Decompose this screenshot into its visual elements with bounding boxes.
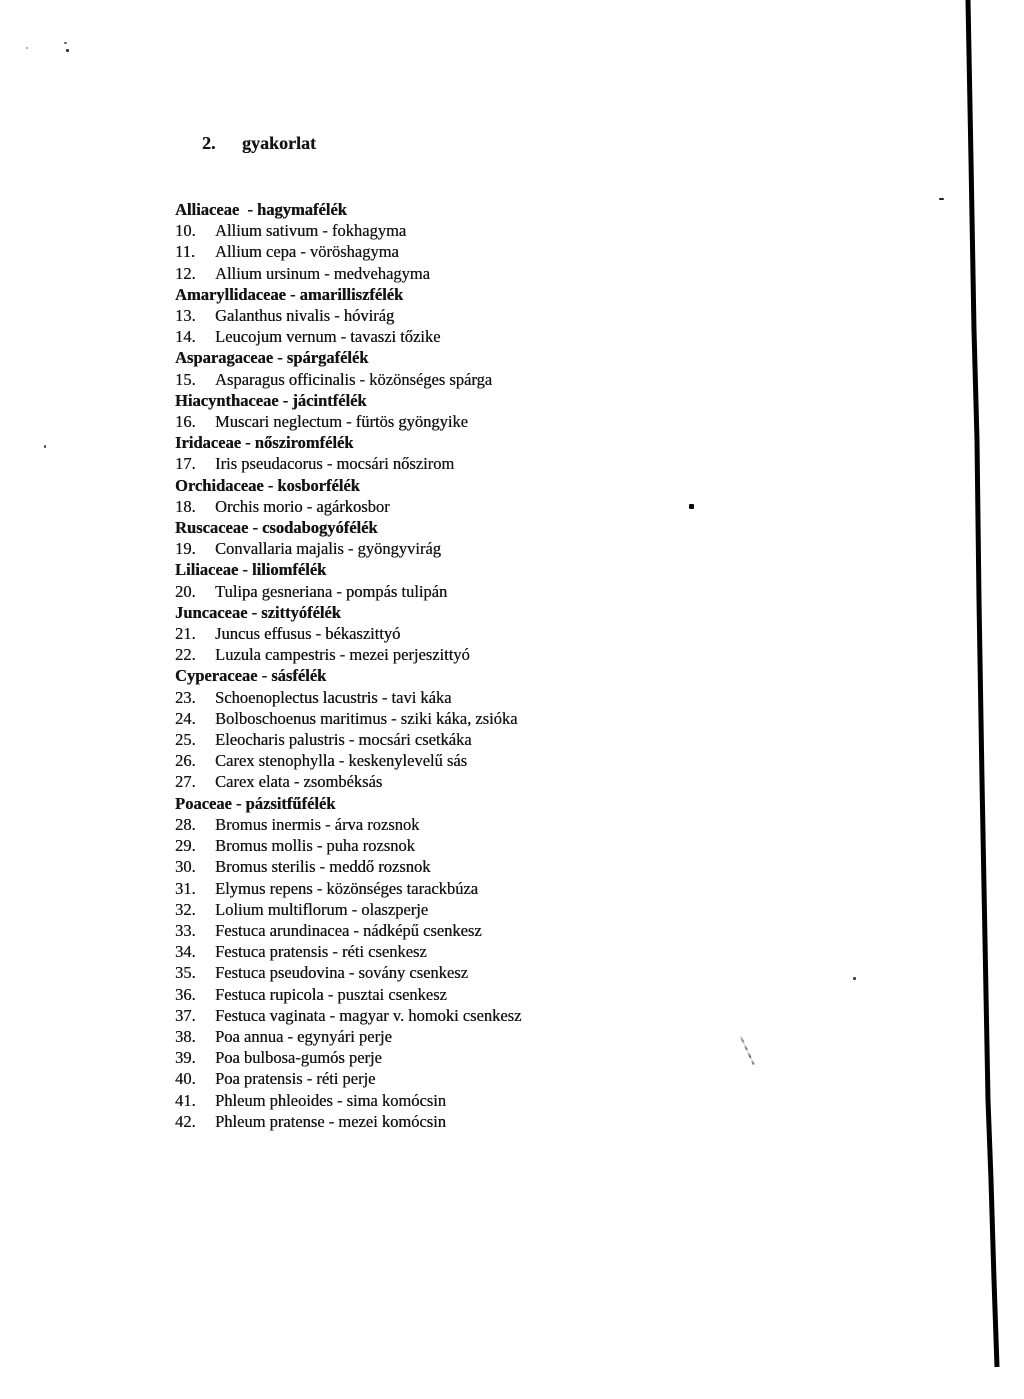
item-text: Carex stenophylla - keskenylevelű sás — [215, 751, 468, 771]
scan-speck — [853, 977, 856, 980]
scan-speck — [44, 445, 46, 448]
item-text: Bromus sterilis - meddő rozsnok — [215, 857, 431, 877]
list-item — [175, 984, 815, 1005]
list-item — [175, 687, 815, 708]
scan-speck — [64, 42, 67, 44]
item-number: 11. — [175, 242, 196, 262]
list-item — [175, 1090, 815, 1111]
item-text: Lolium multiflorum - olaszperje — [215, 899, 429, 919]
item-number: 34. — [175, 942, 196, 962]
item-number: 22. — [175, 645, 196, 665]
family-header: Ruscaceae - csodabogyófélék — [175, 518, 378, 538]
item-text: Tulipa gesneriana - pompás tulipán — [215, 581, 448, 601]
family-header: Orchidaceae - kosborfélék — [175, 475, 360, 495]
list-item — [175, 1068, 815, 1089]
item-number: 15. — [175, 369, 196, 389]
item-text: Festuca pseudovina - sovány csenkesz — [215, 963, 468, 983]
list-item — [175, 369, 815, 390]
item-text: Luzula campestris - mezei perjeszittyó — [215, 645, 470, 665]
item-text: Allium sativum - fokhagyma — [215, 221, 407, 241]
family-header: Juncaceae - szittyófélék — [175, 602, 341, 622]
item-text: Festuca rupicola - pusztai csenkesz — [215, 984, 447, 1004]
family-header: Hiacynthaceae - jácintfélék — [175, 390, 367, 410]
item-number: 32. — [175, 899, 196, 919]
scan-speck — [26, 47, 28, 49]
item-number: 10. — [175, 221, 196, 241]
list-item — [175, 878, 815, 899]
list-item — [175, 729, 815, 750]
item-number: 13. — [175, 306, 196, 326]
list-item — [175, 708, 815, 729]
item-number: 19. — [175, 539, 196, 559]
list-item — [175, 941, 815, 962]
family-header: Liliaceae - liliomfélék — [175, 560, 327, 580]
family-header: Alliaceae - hagymafélék — [175, 200, 347, 219]
item-number: 25. — [175, 730, 196, 750]
list-item — [175, 305, 815, 326]
item-text: Carex elata - zsombéksás — [215, 772, 383, 792]
item-number: 40. — [175, 1069, 196, 1089]
item-text: Juncus effusus - békaszittyó — [215, 624, 401, 644]
document-content — [175, 110, 815, 1132]
list-item — [175, 750, 815, 771]
item-text: Orchis morio - agárkosbor — [215, 496, 390, 516]
scan-speck — [689, 504, 694, 509]
item-text: Bromus mollis - puha rozsnok — [215, 836, 415, 856]
item-text: Allium ursinum - medvehagyma — [215, 263, 430, 283]
list-item — [175, 899, 815, 920]
list-item — [175, 644, 815, 665]
item-text: Festuca arundinacea - nádképű csenkesz — [215, 920, 482, 940]
list-item — [175, 581, 815, 602]
item-text: Eleocharis palustris - mocsári csetkáka — [215, 730, 472, 750]
item-text: Schoenoplectus lacustris - tavi káka — [215, 687, 452, 707]
species-list — [175, 199, 815, 1132]
item-number: 17. — [175, 454, 196, 474]
item-text: Galanthus nivalis - hóvirág — [215, 306, 395, 326]
item-number: 29. — [175, 836, 196, 856]
item-text: Iris pseudacorus - mocsári nőszirom — [215, 454, 455, 474]
item-number: 41. — [175, 1090, 196, 1110]
item-number: 21. — [175, 624, 196, 644]
item-number: 18. — [175, 496, 196, 516]
item-text: Leucojum vernum - tavaszi tőzike — [215, 327, 441, 347]
list-item — [175, 453, 815, 474]
item-number: 39. — [175, 1048, 196, 1068]
list-item — [175, 496, 815, 517]
item-text: Phleum pratense - mezei komócsin — [215, 1111, 446, 1131]
list-item — [175, 962, 815, 983]
list-item — [175, 623, 815, 644]
title-number: 2. — [202, 133, 216, 153]
item-number: 30. — [175, 857, 196, 877]
item-number: 38. — [175, 1026, 196, 1046]
item-text: Allium cepa - vöröshagyma — [215, 242, 399, 262]
family-header: Amaryllidaceae - amarilliszfélék — [175, 284, 404, 304]
list-item — [175, 1111, 815, 1132]
item-text: Elymus repens - közönséges tarackbúza — [215, 878, 478, 898]
item-text: Bolboschoenus maritimus - sziki káka, zsióka — [215, 708, 518, 728]
scan-speck — [66, 49, 69, 52]
item-text: Phleum phleoides - sima komócsin — [215, 1090, 446, 1110]
item-text: Festuca vaginata - magyar v. homoki csenkesz — [215, 1005, 522, 1025]
list-item — [175, 1005, 815, 1026]
list-item — [175, 411, 815, 432]
item-number: 35. — [175, 963, 196, 983]
item-number: 36. — [175, 984, 196, 1004]
item-number: 23. — [175, 687, 196, 707]
item-text: Poa bulbosa-gumós perje — [215, 1048, 382, 1068]
page-title — [175, 110, 815, 176]
item-number: 14. — [175, 327, 196, 347]
item-number: 28. — [175, 814, 196, 834]
item-text: Poa pratensis - réti perje — [215, 1069, 376, 1089]
list-item — [175, 771, 815, 792]
item-number: 26. — [175, 751, 196, 771]
list-item — [175, 220, 815, 241]
item-number: 31. — [175, 878, 196, 898]
item-number: 33. — [175, 920, 196, 940]
list-item — [175, 1047, 815, 1068]
list-item — [175, 1026, 815, 1047]
family-header: Iridaceae - nősziromfélék — [175, 433, 354, 453]
item-number: 16. — [175, 412, 196, 432]
family-header: Poaceae - pázsitfűfélék — [175, 793, 336, 813]
item-text: Asparagus officinalis - közönséges spárga — [215, 369, 493, 389]
item-number: 42. — [175, 1111, 196, 1131]
item-number: 27. — [175, 772, 196, 792]
item-text: Muscari neglectum - fürtös gyöngyike — [215, 412, 468, 432]
item-number: 37. — [175, 1005, 196, 1025]
item-text: Poa annua - egynyári perje — [215, 1026, 392, 1046]
item-text: Festuca pratensis - réti csenkesz — [215, 942, 427, 962]
list-item — [175, 326, 815, 347]
scan-speck — [939, 198, 944, 200]
list-item — [175, 920, 815, 941]
item-number: 20. — [175, 581, 196, 601]
title-label: gyakorlat — [242, 133, 316, 153]
family-header: Cyperaceae - sásfélék — [175, 666, 327, 686]
family-header: Asparagaceae - spárgafélék — [175, 348, 369, 368]
item-text: Convallaria majalis - gyöngyvirág — [215, 539, 441, 559]
list-item — [175, 538, 815, 559]
list-item — [175, 263, 815, 284]
list-item — [175, 856, 815, 877]
list-item — [175, 241, 815, 262]
list-item — [175, 814, 815, 835]
list-item — [175, 835, 815, 856]
item-number: 12. — [175, 263, 196, 283]
item-number: 24. — [175, 708, 196, 728]
item-text: Bromus inermis - árva rozsnok — [215, 814, 420, 834]
